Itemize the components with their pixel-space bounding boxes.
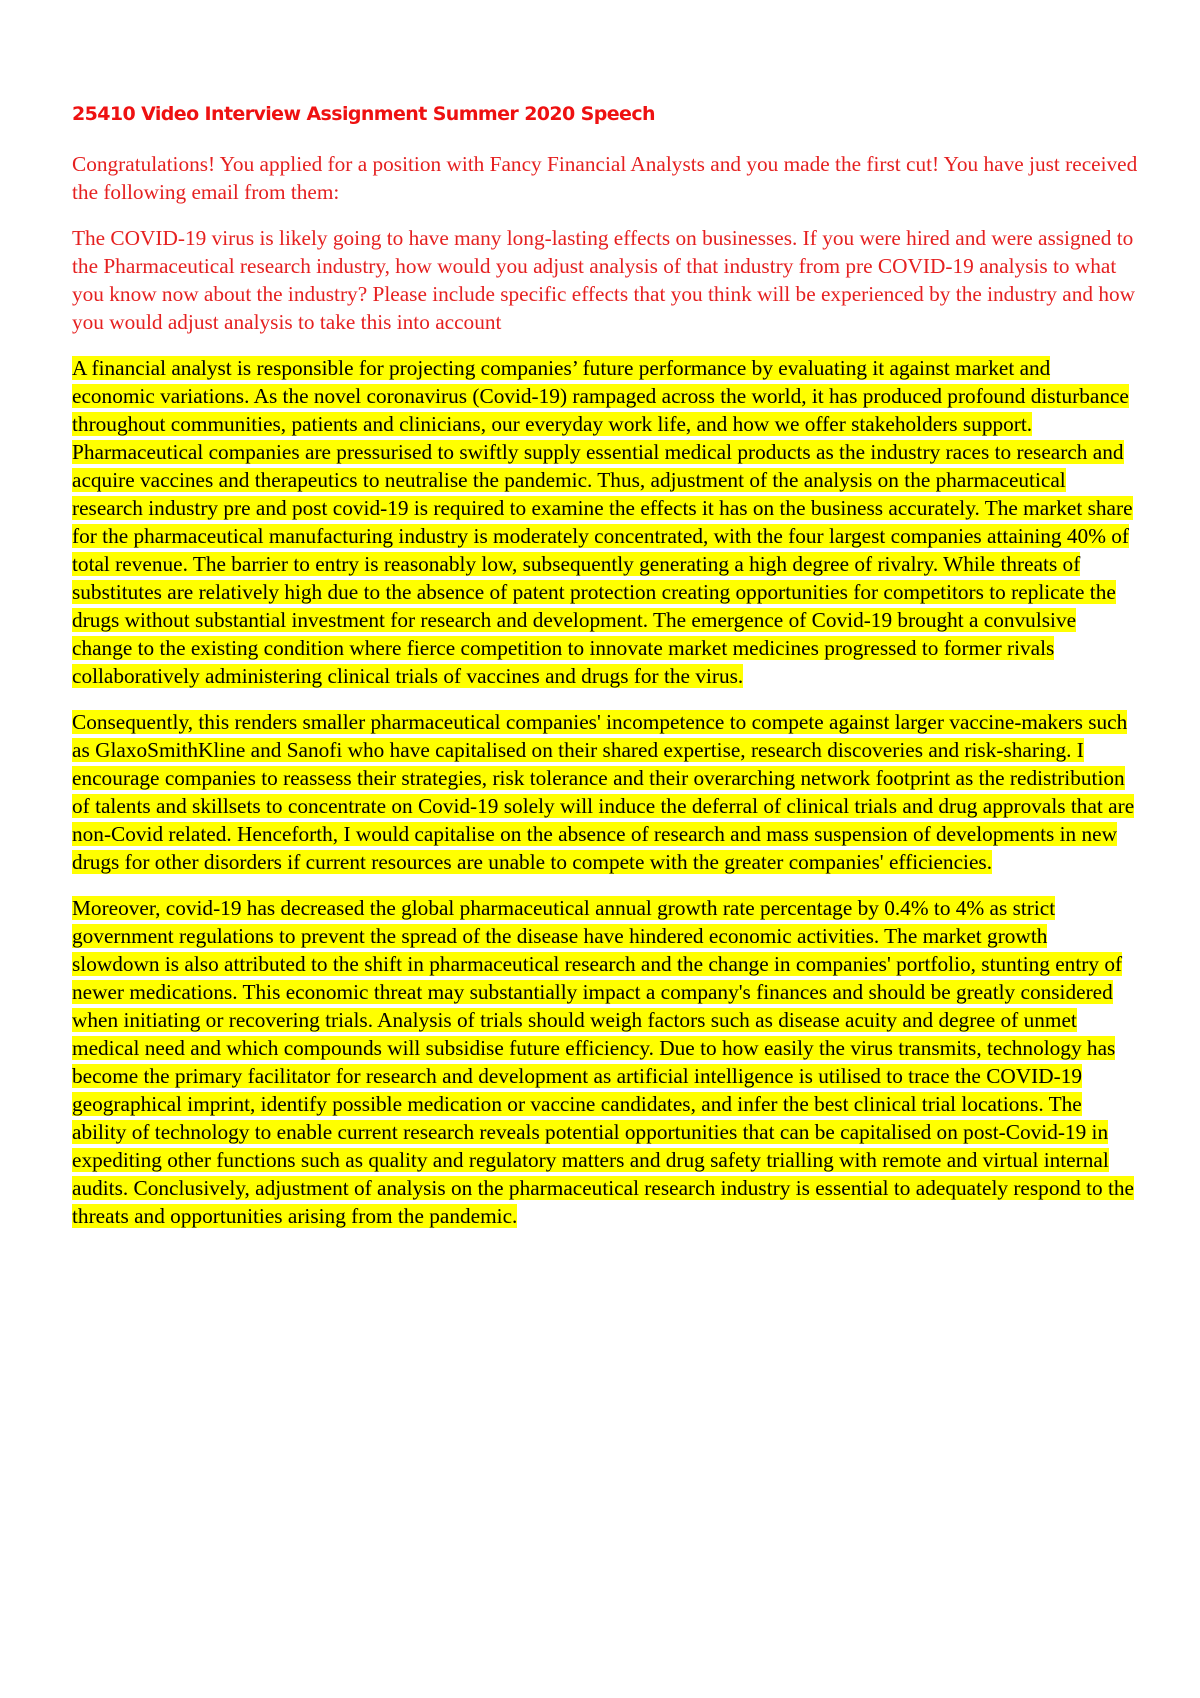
email-prompt-paragraph: The COVID-19 virus is likely going to have many long-lasting effects on businesses. If you were hired and were assigned to the Pharmaceutical research industry, how would you adjust analysis of that industry from pre COVID-19 analysis to what you know now about the industry? Please include specific effects that you think will be experienced by the industry and how you would adjust analysis to take this into account [72,226,1136,334]
highlighted-text: A financial analyst is responsible for projecting companies’ future performance by evaluating it against market and economic variations. As the novel coronavirus (Covid-19) rampaged across the world, it has produced profound disturbance throughout communities, patients and clinicians, our everyday work life, and how we offer stakeholders support. Pharmaceutical companies are pressurised to swiftly supply essential medical products as the industry races to research and acquire vaccines and therapeutics to neutralise the pandemic. Thus, adjustment of the analysis on the pharmaceutical research industry pre and post covid-19 is required to examine the effects it has on the business accurately. The market share for the pharmaceutical manufacturing industry is moderately concentrated, with the four largest companies attaining 40% of total revenue. The barrier to entry is reasonably low, subsequently generating a high degree of rivalry. While threats of substitutes are relatively high due to the absence of patent protection creating opportunities for competitors to replicate the drugs without substantial investment for research and development. The emergence of Covid-19 brought a convulsive change to the existing condition where fierce competition to innovate market medicines progressed to former rivals collaboratively administering clinical trials of vaccines and drugs for the virus. [72,356,1133,688]
document-title: 25410 Video Interview Assignment Summer 2020 Speech [72,103,655,125]
answer-paragraph-1 [72,354,1138,690]
answer-paragraph-2 [72,708,1138,876]
intro-paragraph: Congratulations! You applied for a position with Fancy Financial Analysts and you made the first cut! You have just received the following email from them: [72,152,1138,204]
highlighted-text: Consequently, this renders smaller pharmaceutical companies' incompetence to compete against larger vaccine-makers such as GlaxoSmithKline and Sanofi who have capitalised on their shared expertise, research discoveries and risk-sharing. I encourage companies to reassess their strategies, risk tolerance and their overarching network footprint as the redistribution of talents and skillsets to concentrate on Covid-19 solely will induce the deferral of clinical trials and drug approvals that are non-Covid related. Henceforth, I would capitalise on the absence of research and mass suspension of developments in new drugs for other disorders if current resources are unable to compete with the greater companies' efficiencies. [72,710,1135,874]
document-content [72,100,1138,1248]
answer-paragraph-3 [72,894,1138,1230]
highlighted-text: Moreover, covid-19 has decreased the global pharmaceutical annual growth rate percentage by 0.4% to 4% as strict government regulations to prevent the spread of the disease have hindered economic activities. The market growth slowdown is also attributed to the shift in pharmaceutical research and the change in companies' portfolio, stunting entry of newer medications. This economic threat may substantially impact a company's finances and should be greatly considered when initiating or recovering trials. Analysis of trials should weigh factors such as disease acuity and degree of unmet medical need and which compounds will subsidise future efficiency. Due to how easily the virus transmits, technology has become the primary facilitator for research and development as artificial intelligence is utilised to trace the COVID-19 geographical imprint, identify possible medication or vaccine candidates, and infer the best clinical trial locations. The ability of technology to enable current research reveals potential opportunities that can be capitalised on post-Covid-19 in expediting other functions such as quality and regulatory matters and drug safety trialling with remote and virtual internal audits. Conclusively, adjustment of analysis on the pharmaceutical research industry is essential to adequately respond to the threats and opportunities arising from the pandemic. [72,896,1134,1228]
